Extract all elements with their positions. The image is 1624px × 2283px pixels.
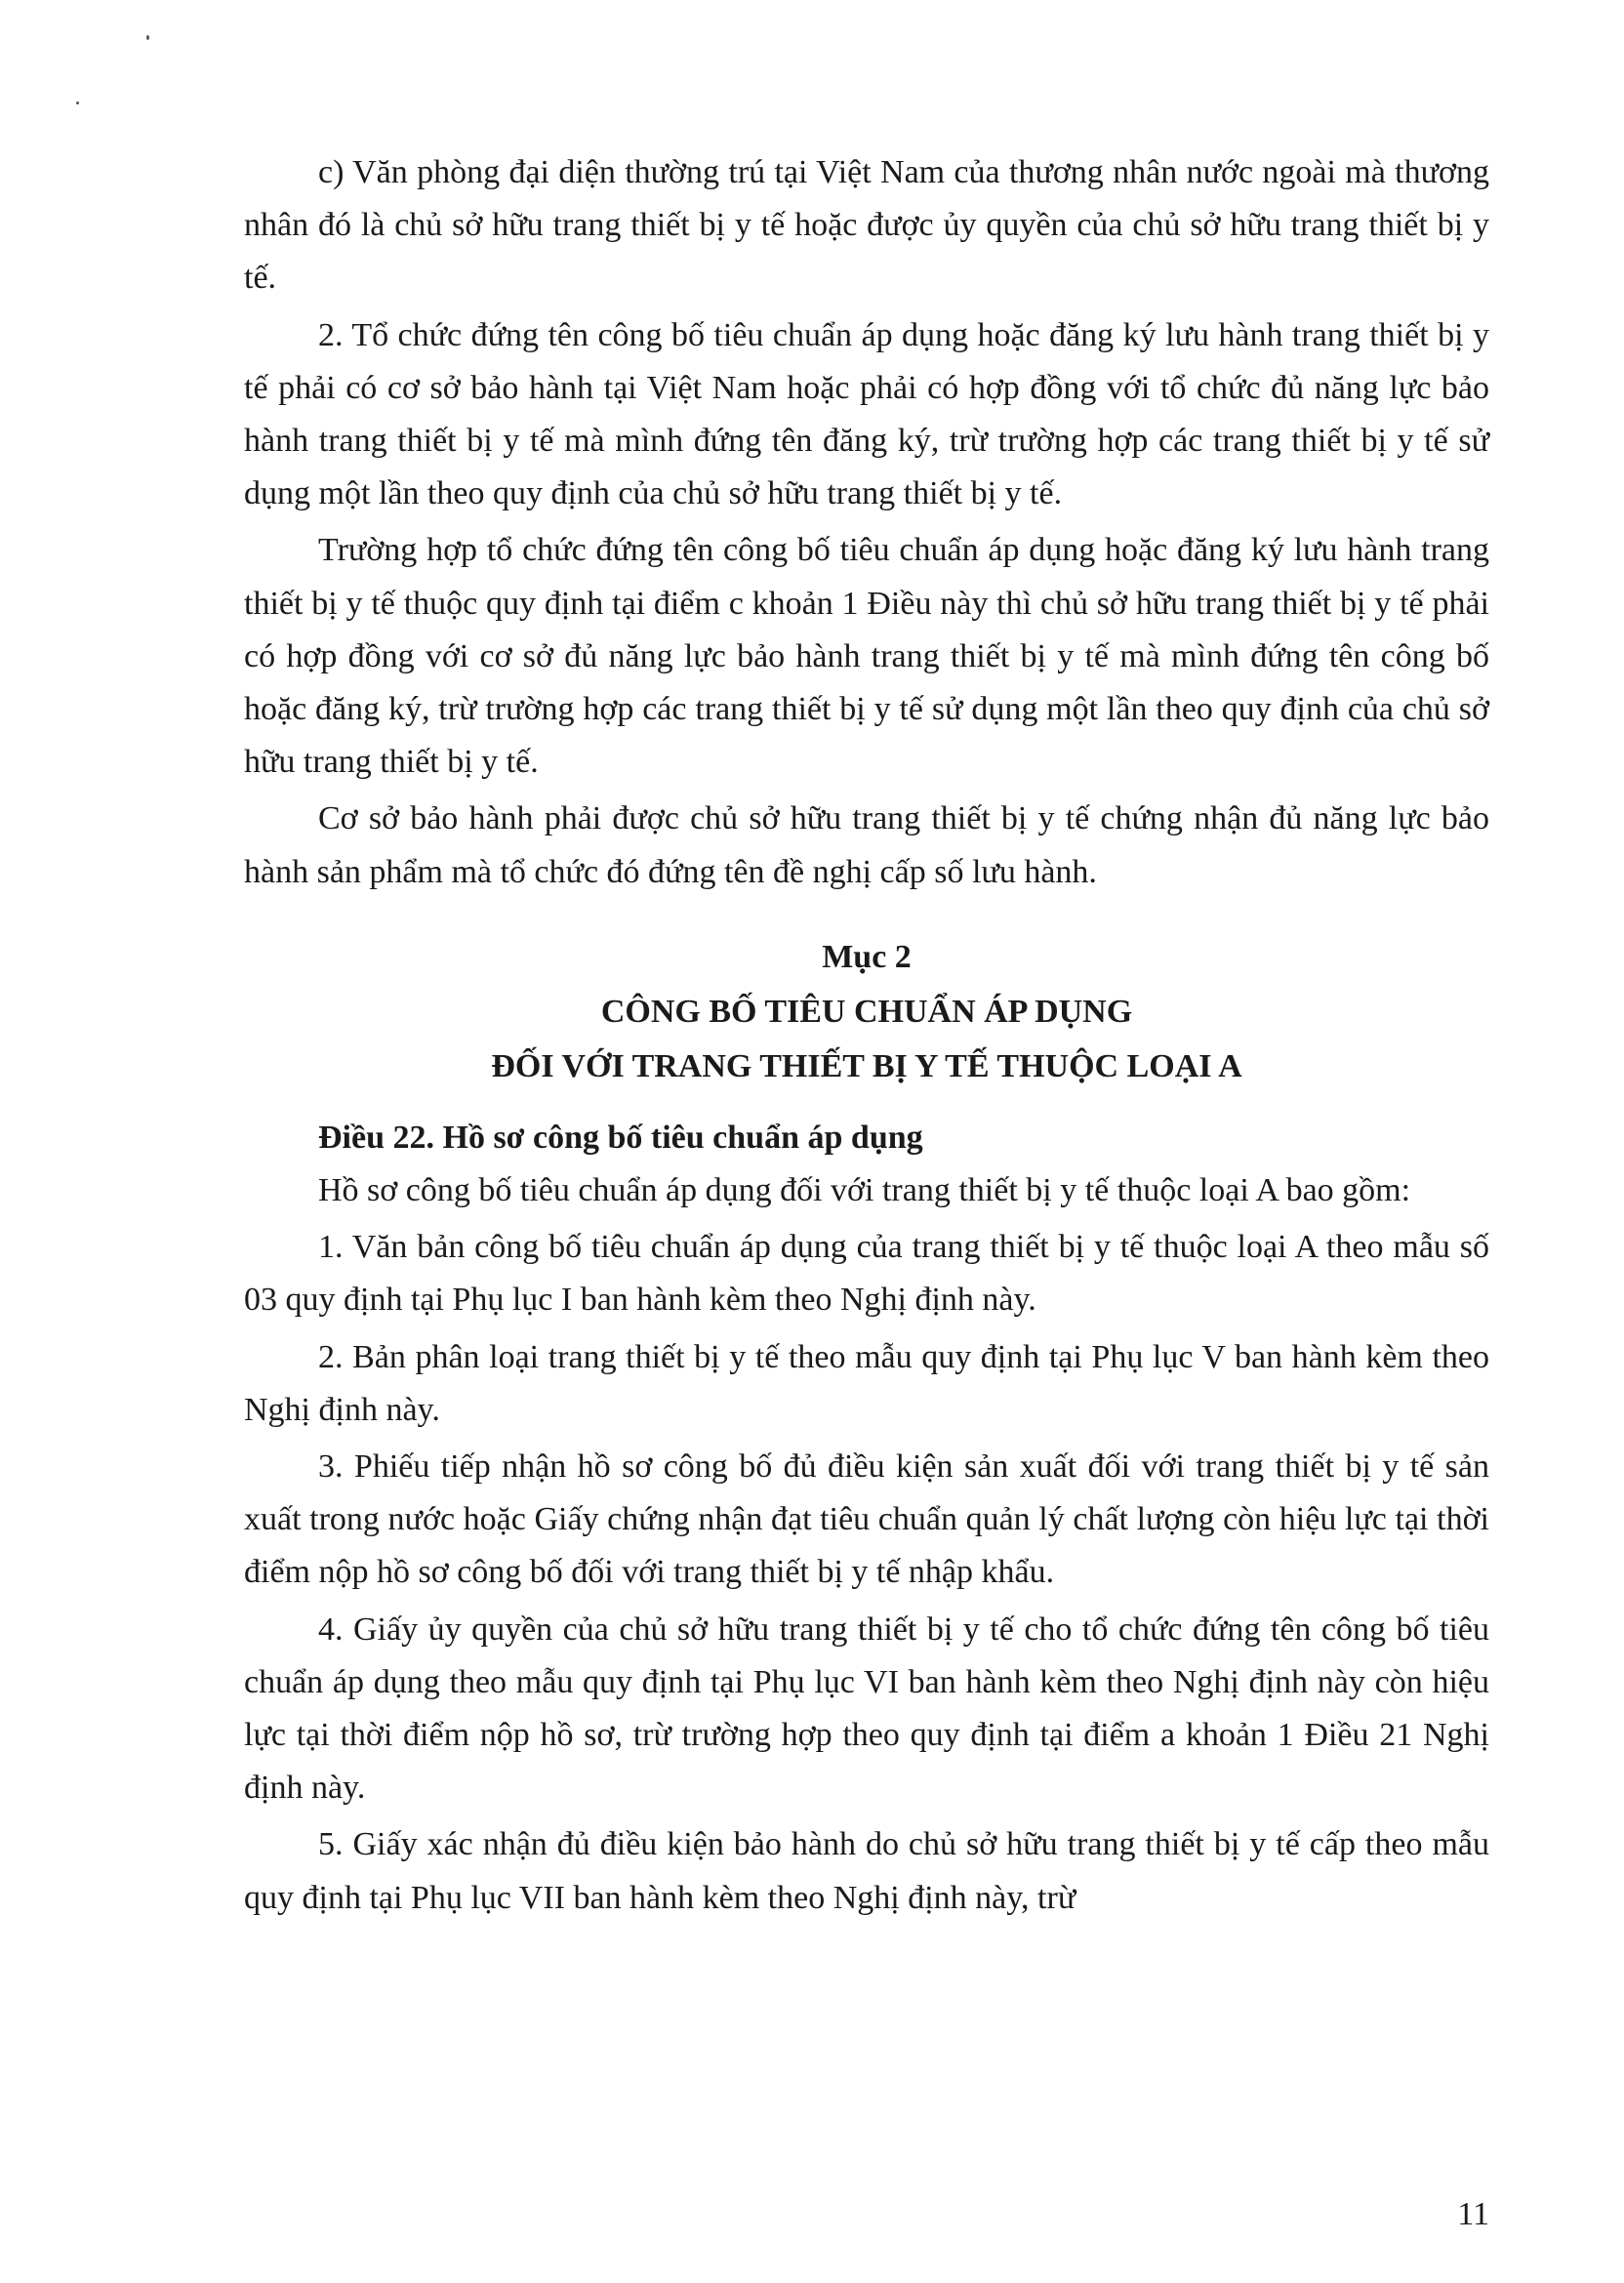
article-item-4: 4. Giấy ủy quyền của chủ sở hữu trang thiết bị y tế cho tổ chức đứng tên công bố tiêu chuẩn áp dụng theo mẫu quy định tại Phụ lục VI ban hành kèm theo Nghị định này còn hiệu lực tại thời điểm nộp hồ sơ, trừ trường hợp theo quy định tại điểm a khoản 1 Điều 21 Nghị định này. [244, 1610, 1489, 1807]
paragraph-warranty-requirement: 2. Tổ chức đứng tên công bố tiêu chuẩn áp dụng hoặc đăng ký lưu hành trang thiết bị y tế phải có cơ sở bảo hành tại Việt Nam hoặc phải có hợp đồng với tổ chức đủ năng lực bảo hành trang thiết bị y tế mà mình đứng tên đăng ký, trừ trường hợp các trang thiết bị y tế sử dụng một lần theo quy định của chủ sở hữu trang thiết bị y tế. [244, 316, 1489, 512]
article-item-2: 2. Bản phân loại trang thiết bị y tế theo mẫu quy định tại Phụ lục V ban hành kèm theo Nghị định này. [244, 1338, 1489, 1428]
article-item-3: 3. Phiếu tiếp nhận hồ sơ công bố đủ điều kiện sản xuất đối với trang thiết bị y tế sản xuất trong nước hoặc Giấy chứng nhận đạt tiêu chuẩn quản lý chất lượng còn hiệu lực tại thời điểm nộp hồ sơ công bố đối với trang thiết bị y tế nhập khẩu. [244, 1448, 1489, 1591]
article-item-5: 5. Giấy xác nhận đủ điều kiện bảo hành do chủ sở hữu trang thiết bị y tế cấp theo mẫu quy định tại Phụ lục VII ban hành kèm theo Nghị định này, trừ [244, 1826, 1489, 1916]
section-label: Mục 2 [822, 938, 912, 975]
article-intro: Hồ sơ công bố tiêu chuẩn áp dụng đối với trang thiết bị y tế thuộc loại A bao gồm: [318, 1172, 1411, 1209]
scan-speck [76, 102, 79, 104]
section-heading [244, 930, 1489, 1094]
paragraph-c-representative-office: c) Văn phòng đại diện thường trú tại Việt Nam của thương nhân nước ngoài mà thương nhân đó là chủ sở hữu trang thiết bị y tế hoặc được ủy quyền của chủ sở hữu trang thiết bị y tế. [244, 154, 1489, 297]
paragraph-owner-contract: Trường hợp tổ chức đứng tên công bố tiêu chuẩn áp dụng hoặc đăng ký lưu hành trang thiết bị y tế thuộc quy định tại điểm c khoản 1 Điều này thì chủ sở hữu trang thiết bị y tế phải có hợp đồng với cơ sở đủ năng lực bảo hành trang thiết bị y tế mà mình đứng tên công bố hoặc đăng ký, trừ trường hợp các trang thiết bị y tế sử dụng một lần theo quy định của chủ sở hữu trang thiết bị y tế. [244, 532, 1489, 781]
page-number: 11 [1457, 2196, 1489, 2232]
scan-speck [146, 35, 149, 40]
section-title-line-2: ĐỐI VỚI TRANG THIẾT BỊ Y TẾ THUỘC LOẠI A [491, 1047, 1242, 1084]
page-content [244, 146, 1489, 1929]
article-title: Điều 22. Hồ sơ công bố tiêu chuẩn áp dụng [318, 1119, 923, 1156]
paragraph-warranty-certification: Cơ sở bảo hành phải được chủ sở hữu trang thiết bị y tế chứng nhận đủ năng lực bảo hành sản phẩm mà tổ chức đó đứng tên đề nghị cấp số lưu hành. [244, 800, 1489, 890]
section-title-line-1: CÔNG BỐ TIÊU CHUẨN ÁP DỤNG [600, 993, 1133, 1030]
article-item-1: 1. Văn bản công bố tiêu chuẩn áp dụng của trang thiết bị y tế thuộc loại A theo mẫu số 03 quy định tại Phụ lục I ban hành kèm theo Nghị định này. [244, 1229, 1489, 1319]
